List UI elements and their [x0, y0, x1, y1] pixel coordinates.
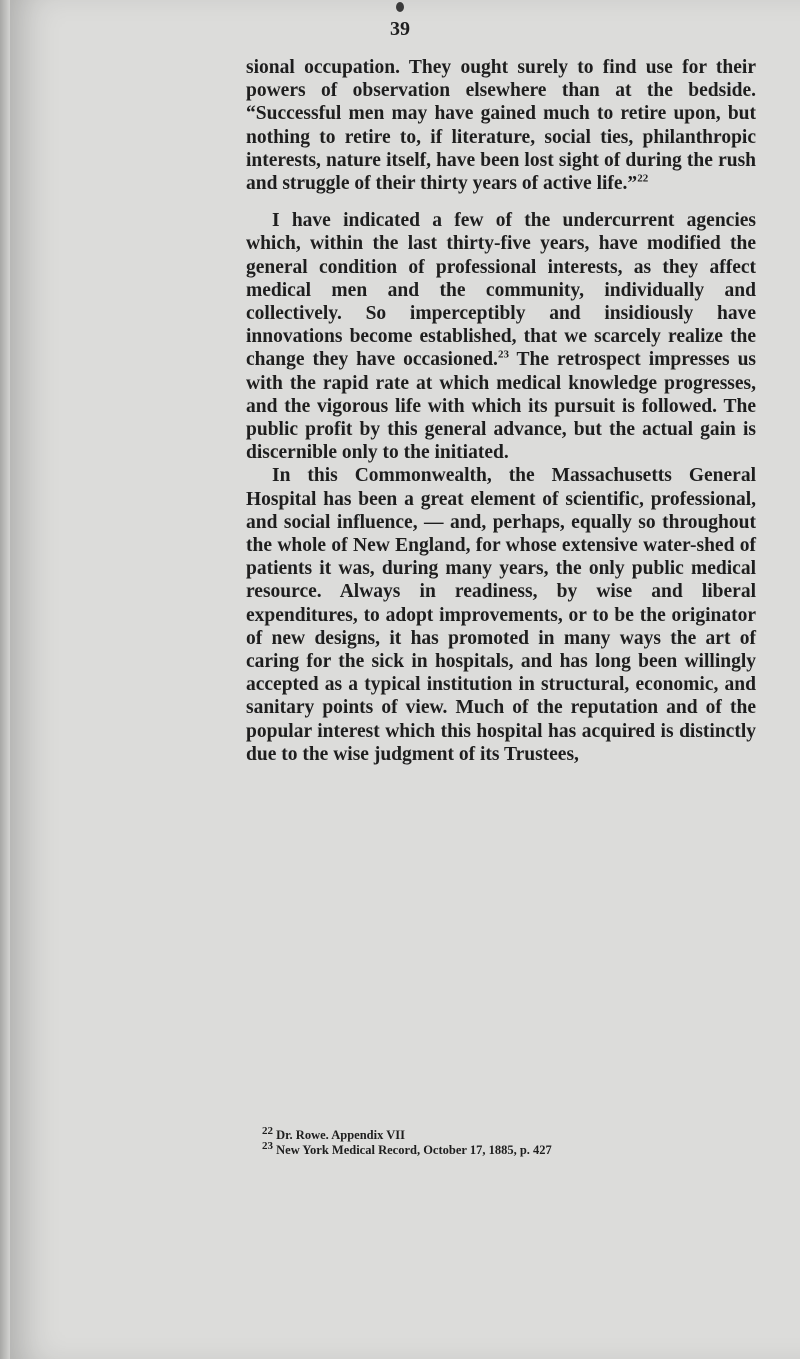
footnote-23 — [262, 1139, 762, 1158]
paragraph-3 — [246, 464, 756, 766]
body-text — [246, 56, 756, 766]
footnotes — [262, 1124, 762, 1158]
footnote-text: New York Medical Record, October 17, 1885, p. 427 — [276, 1143, 552, 1157]
paragraph-2-tail: The retrospect impresses us with the rapid rate at which medical knowledge progresses, and the vigorous life with which its pursuit is followed. The public profit by this general advance, but the actual gain is discernible only to the initiated. — [246, 349, 757, 464]
page-number: 39 — [390, 18, 410, 40]
paragraph-2-text: I have indicated a few of the undercurrent agencies which, within the last thirty-five years, have modified the general condition of professional interests, as they affect medical men and the community, individually and collectively. So imperceptibly and insidiously have innovations become established, that we scarcely realize the change they have occasioned. — [246, 210, 756, 371]
paragraph-1 — [246, 56, 756, 195]
footnote-ref-22: 22 — [637, 172, 649, 185]
paragraph-3-text: In this Commonwealth, the Massachusetts General Hospital has been a great element of scientific, professional, and social influence, — and, perhaps, equally so throughout the whole of New England, for whose extensive water-shed of patients it was, during many years, the only public medical resource. Always in readiness, by wise and liberal expenditures, to adopt improvements, or to be the originator of new designs, it has promoted in many ways the art of caring for the sick in hospitals, and has long been willingly accepted as a typical institution in structural, economic, and sanitary points of view. Much of the reputation and of the popular interest which this hospital has acquired is distinctly due to the wise judgment of its Trustees, — [246, 465, 756, 765]
footnote-22 — [262, 1124, 762, 1143]
paragraph-1-text: sional occupation. They ought surely to find use for their powers of observation elsewhere than at the bedside. “Successful men may have gained much to retire upon, but nothing to retire to, if literature, social ties, philanthropic interests, nature itself, have been lost sight of during the rush and struggle of their thirty years of active life.” — [246, 57, 756, 195]
footnote-mark: 22 — [262, 1124, 273, 1137]
footnote-ref-23: 23 — [497, 348, 509, 361]
binding-shadow — [0, 0, 10, 1359]
ink-mark — [396, 2, 404, 12]
footnote-mark: 23 — [262, 1139, 273, 1152]
paragraph-2 — [246, 209, 756, 464]
footnote-text: Dr. Rowe. Appendix VII — [276, 1128, 405, 1142]
